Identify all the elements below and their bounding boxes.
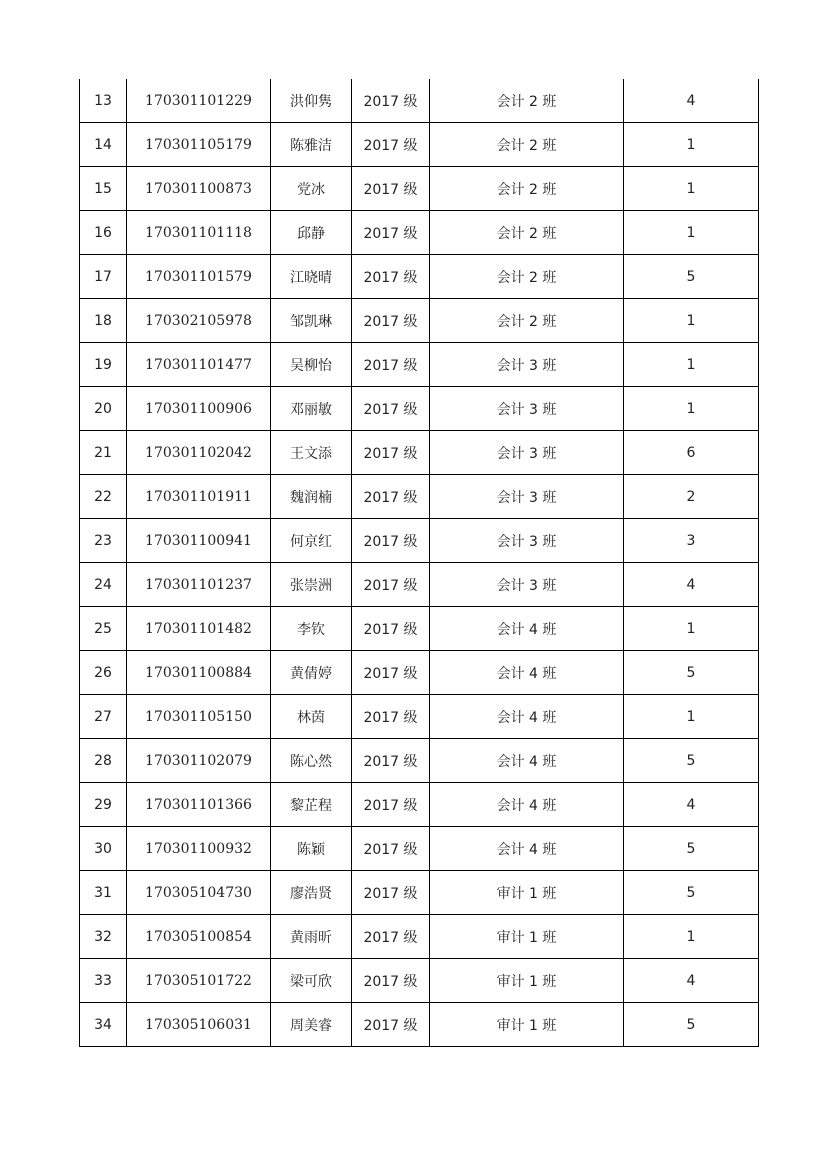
table-row	[80, 255, 759, 299]
student-id-cell: 170301100884	[127, 651, 271, 695]
class-cell: 会计 4 班	[430, 695, 624, 739]
count-cell: 1	[624, 387, 759, 431]
grade-cell: 2017 级	[352, 915, 430, 959]
grade-cell: 2017 级	[352, 651, 430, 695]
count-cell: 5	[624, 1003, 759, 1047]
class-cell: 会计 4 班	[430, 651, 624, 695]
row-number-cell: 14	[80, 123, 127, 167]
row-number-cell: 27	[80, 695, 127, 739]
student-name-cell: 黄倩婷	[271, 651, 352, 695]
table-row	[80, 431, 759, 475]
class-cell: 会计 3 班	[430, 475, 624, 519]
row-number-cell: 16	[80, 211, 127, 255]
row-number-cell: 25	[80, 607, 127, 651]
table-row	[80, 167, 759, 211]
student-id-cell: 170301101477	[127, 343, 271, 387]
student-name-cell: 陈雅洁	[271, 123, 352, 167]
class-cell: 会计 4 班	[430, 827, 624, 871]
student-id-cell: 170301101237	[127, 563, 271, 607]
grade-cell: 2017 级	[352, 1003, 430, 1047]
class-cell: 会计 2 班	[430, 299, 624, 343]
grade-cell: 2017 级	[352, 563, 430, 607]
table-row	[80, 211, 759, 255]
class-cell: 审计 1 班	[430, 959, 624, 1003]
count-cell: 3	[624, 519, 759, 563]
student-name-cell: 江晓晴	[271, 255, 352, 299]
student-name-cell: 陈颖	[271, 827, 352, 871]
row-number-cell: 18	[80, 299, 127, 343]
student-name-cell: 梁可欣	[271, 959, 352, 1003]
grade-cell: 2017 级	[352, 255, 430, 299]
table-row	[80, 827, 759, 871]
student-id-cell: 170301100906	[127, 387, 271, 431]
student-name-cell: 张崇洲	[271, 563, 352, 607]
count-cell: 1	[624, 915, 759, 959]
student-name-cell: 周美睿	[271, 1003, 352, 1047]
table-row	[80, 123, 759, 167]
class-cell: 审计 1 班	[430, 1003, 624, 1047]
student-name-cell: 邓丽敏	[271, 387, 352, 431]
grade-cell: 2017 级	[352, 783, 430, 827]
table-row	[80, 387, 759, 431]
row-number-cell: 30	[80, 827, 127, 871]
class-cell: 会计 3 班	[430, 519, 624, 563]
row-number-cell: 29	[80, 783, 127, 827]
grade-cell: 2017 级	[352, 343, 430, 387]
row-number-cell: 34	[80, 1003, 127, 1047]
class-cell: 会计 2 班	[430, 167, 624, 211]
class-cell: 会计 3 班	[430, 563, 624, 607]
grade-cell: 2017 级	[352, 123, 430, 167]
grade-cell: 2017 级	[352, 299, 430, 343]
table-row	[80, 651, 759, 695]
grade-cell: 2017 级	[352, 959, 430, 1003]
student-name-cell: 廖浩贤	[271, 871, 352, 915]
row-number-cell: 23	[80, 519, 127, 563]
count-cell: 6	[624, 431, 759, 475]
class-cell: 会计 4 班	[430, 607, 624, 651]
class-cell: 会计 3 班	[430, 343, 624, 387]
row-number-cell: 13	[80, 79, 127, 123]
count-cell: 1	[624, 299, 759, 343]
student-id-cell: 170305104730	[127, 871, 271, 915]
grade-cell: 2017 级	[352, 387, 430, 431]
table-row	[80, 959, 759, 1003]
student-name-cell: 林茵	[271, 695, 352, 739]
row-number-cell: 26	[80, 651, 127, 695]
student-id-cell: 170301101482	[127, 607, 271, 651]
student-name-cell: 吴柳怡	[271, 343, 352, 387]
class-cell: 会计 3 班	[430, 387, 624, 431]
student-id-cell: 170301100873	[127, 167, 271, 211]
student-name-cell: 邹凯琳	[271, 299, 352, 343]
student-name-cell: 王文添	[271, 431, 352, 475]
class-cell: 会计 2 班	[430, 123, 624, 167]
count-cell: 1	[624, 607, 759, 651]
grade-cell: 2017 级	[352, 695, 430, 739]
student-id-cell: 170301102079	[127, 739, 271, 783]
class-cell: 会计 2 班	[430, 79, 624, 123]
count-cell: 5	[624, 739, 759, 783]
grade-cell: 2017 级	[352, 871, 430, 915]
count-cell: 5	[624, 651, 759, 695]
table-row	[80, 915, 759, 959]
class-cell: 会计 2 班	[430, 255, 624, 299]
grade-cell: 2017 级	[352, 519, 430, 563]
student-name-cell: 李钦	[271, 607, 352, 651]
row-number-cell: 21	[80, 431, 127, 475]
student-id-cell: 170301101366	[127, 783, 271, 827]
row-number-cell: 31	[80, 871, 127, 915]
row-number-cell: 28	[80, 739, 127, 783]
count-cell: 5	[624, 871, 759, 915]
class-cell: 会计 4 班	[430, 783, 624, 827]
student-id-cell: 170301101911	[127, 475, 271, 519]
row-number-cell: 22	[80, 475, 127, 519]
count-cell: 4	[624, 783, 759, 827]
table-row	[80, 475, 759, 519]
student-id-cell: 170302105978	[127, 299, 271, 343]
student-id-cell: 170305106031	[127, 1003, 271, 1047]
table-row	[80, 343, 759, 387]
student-id-cell: 170301105150	[127, 695, 271, 739]
grade-cell: 2017 级	[352, 475, 430, 519]
class-cell: 会计 3 班	[430, 431, 624, 475]
table-row	[80, 519, 759, 563]
row-number-cell: 19	[80, 343, 127, 387]
student-id-cell: 170301105179	[127, 123, 271, 167]
count-cell: 1	[624, 695, 759, 739]
student-id-cell: 170301102042	[127, 431, 271, 475]
table-row	[80, 1003, 759, 1047]
grade-cell: 2017 级	[352, 211, 430, 255]
grade-cell: 2017 级	[352, 79, 430, 123]
grade-cell: 2017 级	[352, 739, 430, 783]
count-cell: 4	[624, 563, 759, 607]
count-cell: 2	[624, 475, 759, 519]
student-id-cell: 170301100932	[127, 827, 271, 871]
count-cell: 5	[624, 827, 759, 871]
class-cell: 会计 4 班	[430, 739, 624, 783]
student-name-cell: 党冰	[271, 167, 352, 211]
table-row	[80, 783, 759, 827]
table-row	[80, 695, 759, 739]
student-id-cell: 170301101118	[127, 211, 271, 255]
count-cell: 1	[624, 211, 759, 255]
grade-cell: 2017 级	[352, 827, 430, 871]
count-cell: 5	[624, 255, 759, 299]
row-number-cell: 33	[80, 959, 127, 1003]
student-id-cell: 170301101579	[127, 255, 271, 299]
student-name-cell: 黄雨昕	[271, 915, 352, 959]
row-number-cell: 32	[80, 915, 127, 959]
grade-cell: 2017 级	[352, 167, 430, 211]
row-number-cell: 20	[80, 387, 127, 431]
student-name-cell: 洪仰隽	[271, 79, 352, 123]
student-table	[79, 79, 759, 1047]
count-cell: 4	[624, 959, 759, 1003]
table-row	[80, 607, 759, 651]
student-id-cell: 170301101229	[127, 79, 271, 123]
table-row	[80, 79, 759, 123]
class-cell: 会计 2 班	[430, 211, 624, 255]
student-name-cell: 魏润楠	[271, 475, 352, 519]
student-id-cell: 170305101722	[127, 959, 271, 1003]
count-cell: 1	[624, 123, 759, 167]
student-name-cell: 陈心然	[271, 739, 352, 783]
row-number-cell: 15	[80, 167, 127, 211]
student-table-body	[80, 79, 759, 1047]
student-name-cell: 邱静	[271, 211, 352, 255]
student-id-cell: 170301100941	[127, 519, 271, 563]
grade-cell: 2017 级	[352, 431, 430, 475]
row-number-cell: 24	[80, 563, 127, 607]
table-row	[80, 871, 759, 915]
table-row	[80, 299, 759, 343]
table-row	[80, 739, 759, 783]
class-cell: 审计 1 班	[430, 871, 624, 915]
student-name-cell: 何京红	[271, 519, 352, 563]
count-cell: 4	[624, 79, 759, 123]
class-cell: 审计 1 班	[430, 915, 624, 959]
student-name-cell: 黎芷程	[271, 783, 352, 827]
count-cell: 1	[624, 343, 759, 387]
table-row	[80, 563, 759, 607]
count-cell: 1	[624, 167, 759, 211]
grade-cell: 2017 级	[352, 607, 430, 651]
row-number-cell: 17	[80, 255, 127, 299]
student-id-cell: 170305100854	[127, 915, 271, 959]
